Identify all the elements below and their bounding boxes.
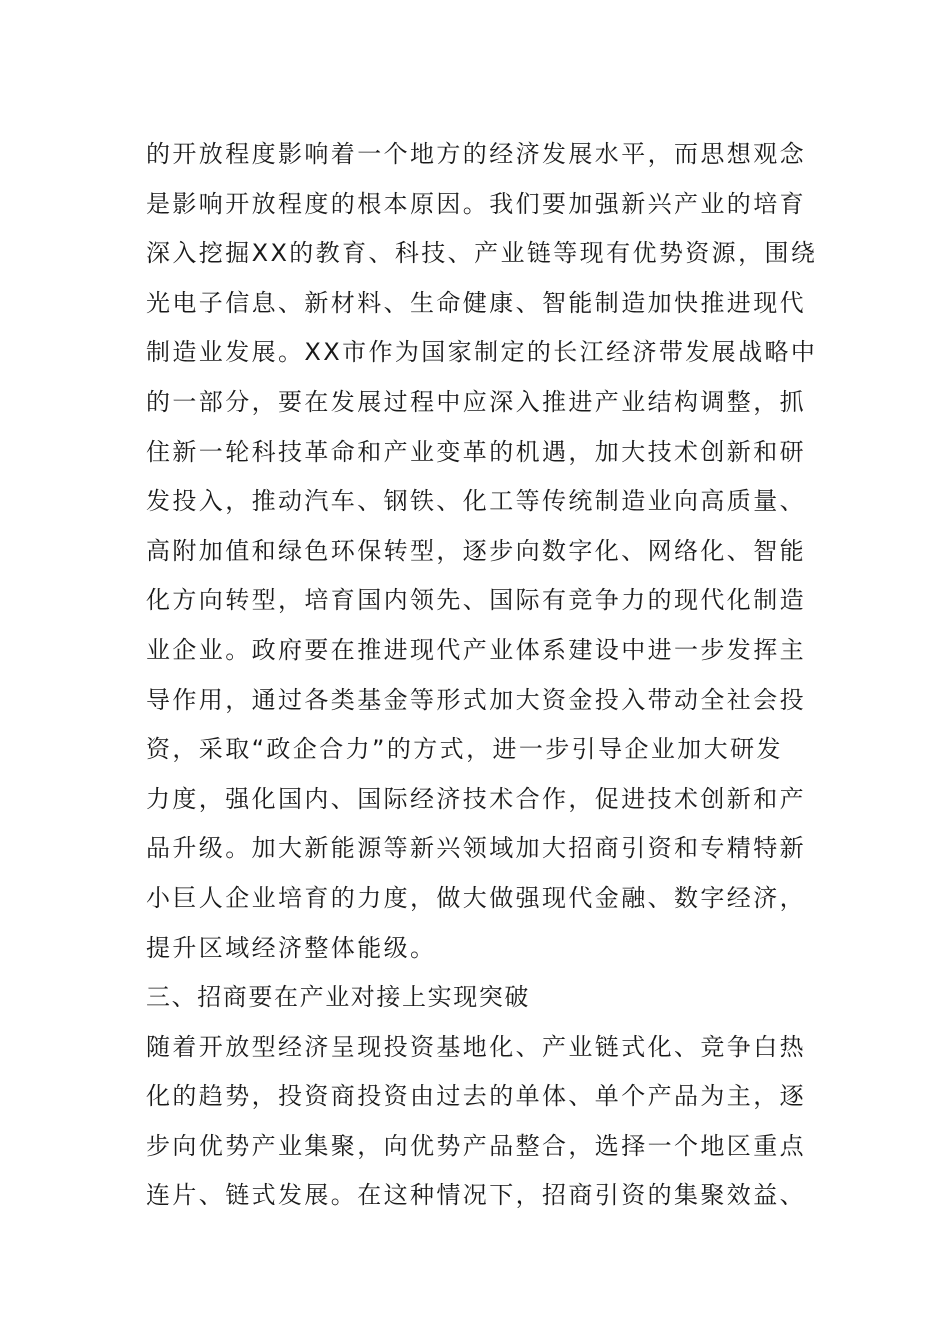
text-line: 导作用，通过各类基金等形式加大资金投入带动全社会投	[146, 685, 806, 714]
text-line: 住新一轮科技革命和产业变革的机遇，加大技术创新和研	[146, 437, 806, 466]
text-line: 小巨人企业培育的力度，做大做强现代金融、数字经济，	[146, 883, 806, 912]
text-line: 化方向转型，培育国内领先、国际有竞争力的现代化制造	[146, 586, 806, 615]
text-line: 高附加值和绿色环保转型，逐步向数字化、网络化、智能	[146, 536, 806, 565]
text-line: 提升区域经济整体能级。	[146, 933, 437, 962]
text-line: 是影响开放程度的根本原因。我们要加强新兴产业的培育	[146, 189, 806, 218]
text-line: 制造业发展。XX市作为国家制定的长江经济带发展战略中	[146, 338, 818, 367]
text-line: 化的趋势，投资商投资由过去的单体、单个产品为主，逐	[146, 1082, 806, 1111]
text-line: 随着开放型经济呈现投资基地化、产业链式化、竞争白热	[146, 1032, 806, 1061]
text-line: 的开放程度影响着一个地方的经济发展水平，而思想观念	[146, 140, 806, 168]
text-line: 步向优势产业集聚，向优势产品整合，选择一个地区重点	[146, 1131, 806, 1160]
text-line: 连片、链式发展。在这种情况下，招商引资的集聚效益、	[146, 1181, 806, 1210]
text-line: 光电子信息、新材料、生命健康、智能制造加快推进现代	[146, 288, 806, 317]
text-line: 的一部分，要在发展过程中应深入推进产业结构调整，抓	[146, 387, 806, 416]
text-line: 深入挖掘XX的教育、科技、产业链等现有优势资源，围绕	[146, 239, 818, 268]
text-line: 资，采取“政企合力”的方式，进一步引导企业加大研发	[146, 735, 783, 764]
text-line: 品升级。加大新能源等新兴领域加大招商引资和专精特新	[146, 834, 806, 863]
text-line: 力度，强化国内、国际经济技术合作，促进技术创新和产	[146, 784, 806, 813]
text-line: 发投入，推动汽车、钢铁、化工等传统制造业向高质量、	[146, 487, 806, 516]
text-line: 业企业。政府要在推进现代产业体系建设中进一步发挥主	[146, 635, 806, 664]
section-heading: 三、招商要在产业对接上实现突破	[146, 983, 530, 1012]
body-text	[146, 130, 816, 1221]
